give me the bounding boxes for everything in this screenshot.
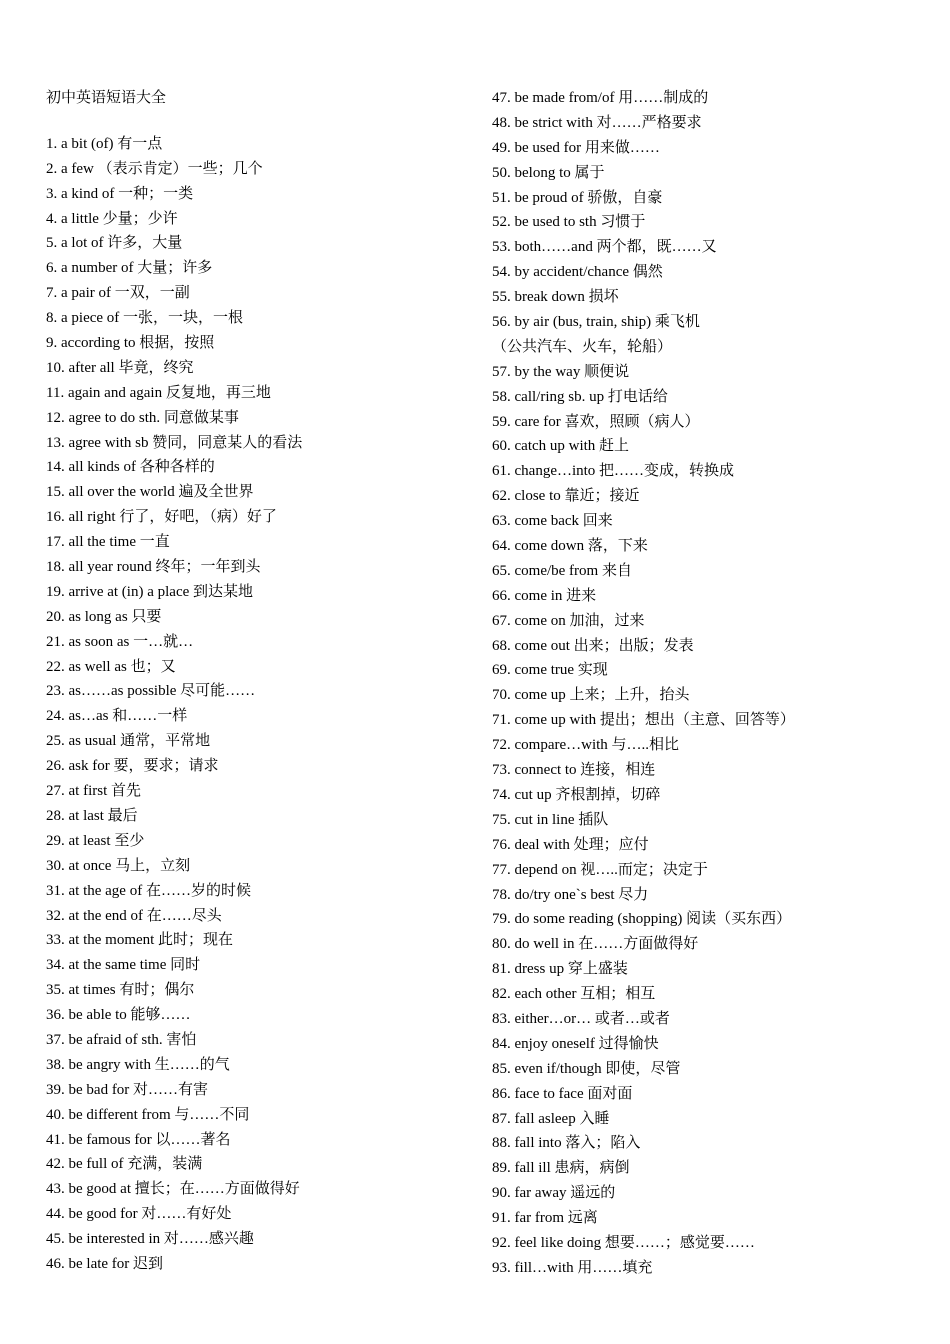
phrase-entry: 79. do some reading (shopping) 阅读（买东西） bbox=[492, 911, 792, 928]
phrase-entry: 3. a kind of 一种；一类 bbox=[46, 185, 194, 202]
phrase-entry: 2. a few （表示肯定）一些；几个 bbox=[46, 160, 263, 177]
page-title: 初中英语短语大全 bbox=[46, 90, 167, 106]
phrase-entry: 73. connect to 连接，相连 bbox=[492, 762, 656, 779]
right-column bbox=[492, 86, 932, 1281]
phrase-entry: 33. at the moment 此时；现在 bbox=[46, 932, 234, 949]
phrase-entry: 62. close to 靠近；接近 bbox=[492, 488, 640, 505]
phrase-entry: 65. come/be from 来自 bbox=[492, 562, 632, 579]
phrase-entry: 27. at first 首先 bbox=[46, 783, 141, 800]
phrase-entry: 39. be bad for 对……有害 bbox=[46, 1081, 209, 1098]
phrase-entry: 34. at the same time 同时 bbox=[46, 957, 201, 974]
phrase-entry: 64. come down 落，下来 bbox=[492, 538, 648, 555]
phrase-entry: 45. be interested in 对……感兴趣 bbox=[46, 1231, 254, 1248]
phrase-entry: 52. be used to sth 习惯于 bbox=[492, 214, 646, 231]
phrase-entry: 21. as soon as 一…就… bbox=[46, 633, 194, 650]
phrase-entry: 5. a lot of 许多，大量 bbox=[46, 235, 183, 252]
phrase-entry: 60. catch up with 赶上 bbox=[492, 438, 630, 455]
phrase-entry: 63. come back 回来 bbox=[492, 513, 613, 530]
phrase-entry: 81. dress up 穿上盛装 bbox=[492, 961, 628, 978]
phrase-entry: 59. care for 喜欢，照顾（病人） bbox=[492, 413, 700, 430]
phrase-entry: 12. agree to do sth. 同意做某事 bbox=[46, 409, 239, 426]
phrase-entry: 37. be afraid of sth. 害怕 bbox=[46, 1031, 197, 1048]
phrase-entry: 4. a little 少量；少许 bbox=[46, 210, 178, 227]
phrase-entry: 29. at least 至少 bbox=[46, 832, 145, 849]
phrase-entry: 61. change…into 把……变成，转换成 bbox=[492, 463, 735, 480]
phrase-entry: 93. fill…with 用……填充 bbox=[492, 1259, 653, 1276]
phrase-entry: 56. by air (bus, train, ship) 乘飞机 bbox=[492, 314, 700, 331]
phrase-entry: 35. at times 有时；偶尔 bbox=[46, 982, 195, 999]
phrase-entry: 53. both……and 两个都，既……又 bbox=[492, 239, 717, 256]
phrase-list-right bbox=[492, 86, 932, 1281]
phrase-entry: 7. a pair of 一双，一副 bbox=[46, 285, 190, 302]
phrase-entry: 76. deal with 处理；应付 bbox=[492, 836, 649, 853]
phrase-entry: 87. fall asleep 入睡 bbox=[492, 1110, 610, 1127]
phrase-entry: 44. be good for 对……有好处 bbox=[46, 1206, 232, 1223]
phrase-entry: 6. a number of 大量；许多 bbox=[46, 260, 213, 277]
phrase-entry: 40. be different from 与……不同 bbox=[46, 1106, 250, 1123]
phrase-entry: 15. all over the world 遍及全世界 bbox=[46, 484, 254, 501]
phrase-entry: 67. come on 加油，过来 bbox=[492, 612, 645, 629]
phrase-entry: 82. each other 互相；相互 bbox=[492, 986, 656, 1003]
phrase-entry: 24. as…as 和……一样 bbox=[46, 708, 188, 725]
phrase-entry: 38. be angry with 生……的气 bbox=[46, 1056, 230, 1073]
left-column bbox=[46, 86, 486, 1277]
phrase-entry: 16. all right 行了，好吧，（病）好了 bbox=[46, 509, 277, 526]
phrase-entry: 57. by the way 顺便说 bbox=[492, 363, 630, 380]
phrase-entry: 75. cut in line 插队 bbox=[492, 811, 609, 828]
phrase-entry: 8. a piece of 一张，一块，一根 bbox=[46, 310, 244, 327]
phrase-entry: 43. be good at 擅长；在……方面做得好 bbox=[46, 1181, 300, 1198]
phrase-entry: 32. at the end of 在……尽头 bbox=[46, 907, 222, 924]
phrase-entry: 68. come out 出来；出版；发表 bbox=[492, 637, 694, 654]
phrase-entry: 1. a bit (of) 有一点 bbox=[46, 135, 163, 152]
phrase-entry: 46. be late for 迟到 bbox=[46, 1255, 164, 1272]
phrase-entry: 83. either…or… 或者…或者 bbox=[492, 1010, 670, 1027]
phrase-entry: 86. face to face 面对面 bbox=[492, 1085, 633, 1102]
phrase-entry: 80. do well in 在……方面做得好 bbox=[492, 936, 699, 953]
phrase-entry: 78. do/try one`s best 尽力 bbox=[492, 886, 649, 903]
title-spacer bbox=[46, 111, 486, 132]
phrase-entry: 85. even if/though 即使，尽管 bbox=[492, 1060, 681, 1077]
phrase-list-left bbox=[46, 132, 486, 1277]
phrase-entry: 50. belong to 属于 bbox=[492, 164, 605, 181]
phrase-entry: 51. be proud of 骄傲，自豪 bbox=[492, 189, 663, 206]
phrase-entry: 26. ask for 要，要求；请求 bbox=[46, 758, 219, 775]
phrase-entry: 72. compare…with 与…..相比 bbox=[492, 737, 680, 754]
phrase-entry: 70. come up 上来；上升，抬头 bbox=[492, 687, 690, 704]
phrase-entry: 17. all the time 一直 bbox=[46, 534, 170, 551]
phrase-entry: 36. be able to 能够…… bbox=[46, 1007, 191, 1024]
phrase-entry: 88. fall into 落入；陷入 bbox=[492, 1135, 641, 1152]
phrase-entry: 9. according to 根据，按照 bbox=[46, 335, 215, 352]
phrase-entry: 49. be used for 用来做…… bbox=[492, 139, 660, 156]
phrase-entry: 58. call/ring sb. up 打电话给 bbox=[492, 388, 668, 405]
phrase-entry: 31. at the age of 在……岁的时候 bbox=[46, 882, 251, 899]
phrase-entry: 71. come up with 提出；想出（主意、回答等） bbox=[492, 712, 795, 729]
phrase-entry: 10. after all 毕竟，终究 bbox=[46, 359, 194, 376]
phrase-entry: 14. all kinds of 各种各样的 bbox=[46, 459, 215, 476]
phrase-entry: 18. all year round 终年；一年到头 bbox=[46, 559, 261, 576]
phrase-entry: 20. as long as 只要 bbox=[46, 608, 162, 625]
phrase-entry: 90. far away 遥远的 bbox=[492, 1185, 616, 1202]
phrase-entry: 23. as……as possible 尽可能…… bbox=[46, 683, 256, 700]
phrase-entry: （公共汽车、火车，轮船） bbox=[492, 338, 673, 355]
phrase-entry: 41. be famous for 以……著名 bbox=[46, 1131, 231, 1148]
phrase-entry: 42. be full of 充满，装满 bbox=[46, 1156, 203, 1173]
phrase-entry: 55. break down 损坏 bbox=[492, 289, 619, 306]
phrase-entry: 89. fall ill 患病，病倒 bbox=[492, 1160, 630, 1177]
phrase-entry: 54. by accident/chance 偶然 bbox=[492, 264, 663, 281]
phrase-entry: 30. at once 马上，立刻 bbox=[46, 857, 191, 874]
phrase-entry: 77. depend on 视…..而定；决定于 bbox=[492, 861, 708, 878]
phrase-entry: 48. be strict with 对……严格要求 bbox=[492, 114, 702, 131]
phrase-entry: 11. again and again 反复地，再三地 bbox=[46, 384, 271, 401]
phrase-entry: 74. cut up 齐根割掉，切碎 bbox=[492, 786, 661, 803]
phrase-entry: 25. as usual 通常，平常地 bbox=[46, 733, 211, 750]
phrase-entry: 66. come in 进来 bbox=[492, 587, 597, 604]
phrase-entry: 84. enjoy oneself 过得愉快 bbox=[492, 1035, 659, 1052]
phrase-entry: 92. feel like doing 想要……；感觉要…… bbox=[492, 1234, 755, 1251]
phrase-entry: 69. come true 实现 bbox=[492, 662, 608, 679]
phrase-entry: 91. far from 远离 bbox=[492, 1210, 598, 1227]
phrase-entry: 22. as well as 也；又 bbox=[46, 658, 176, 675]
phrase-entry: 13. agree with sb 赞同，同意某人的看法 bbox=[46, 434, 303, 451]
phrase-entry: 47. be made from/of 用……制成的 bbox=[492, 90, 709, 106]
phrase-entry: 19. arrive at (in) a place 到达某地 bbox=[46, 583, 254, 600]
phrase-entry: 28. at last 最后 bbox=[46, 807, 138, 824]
